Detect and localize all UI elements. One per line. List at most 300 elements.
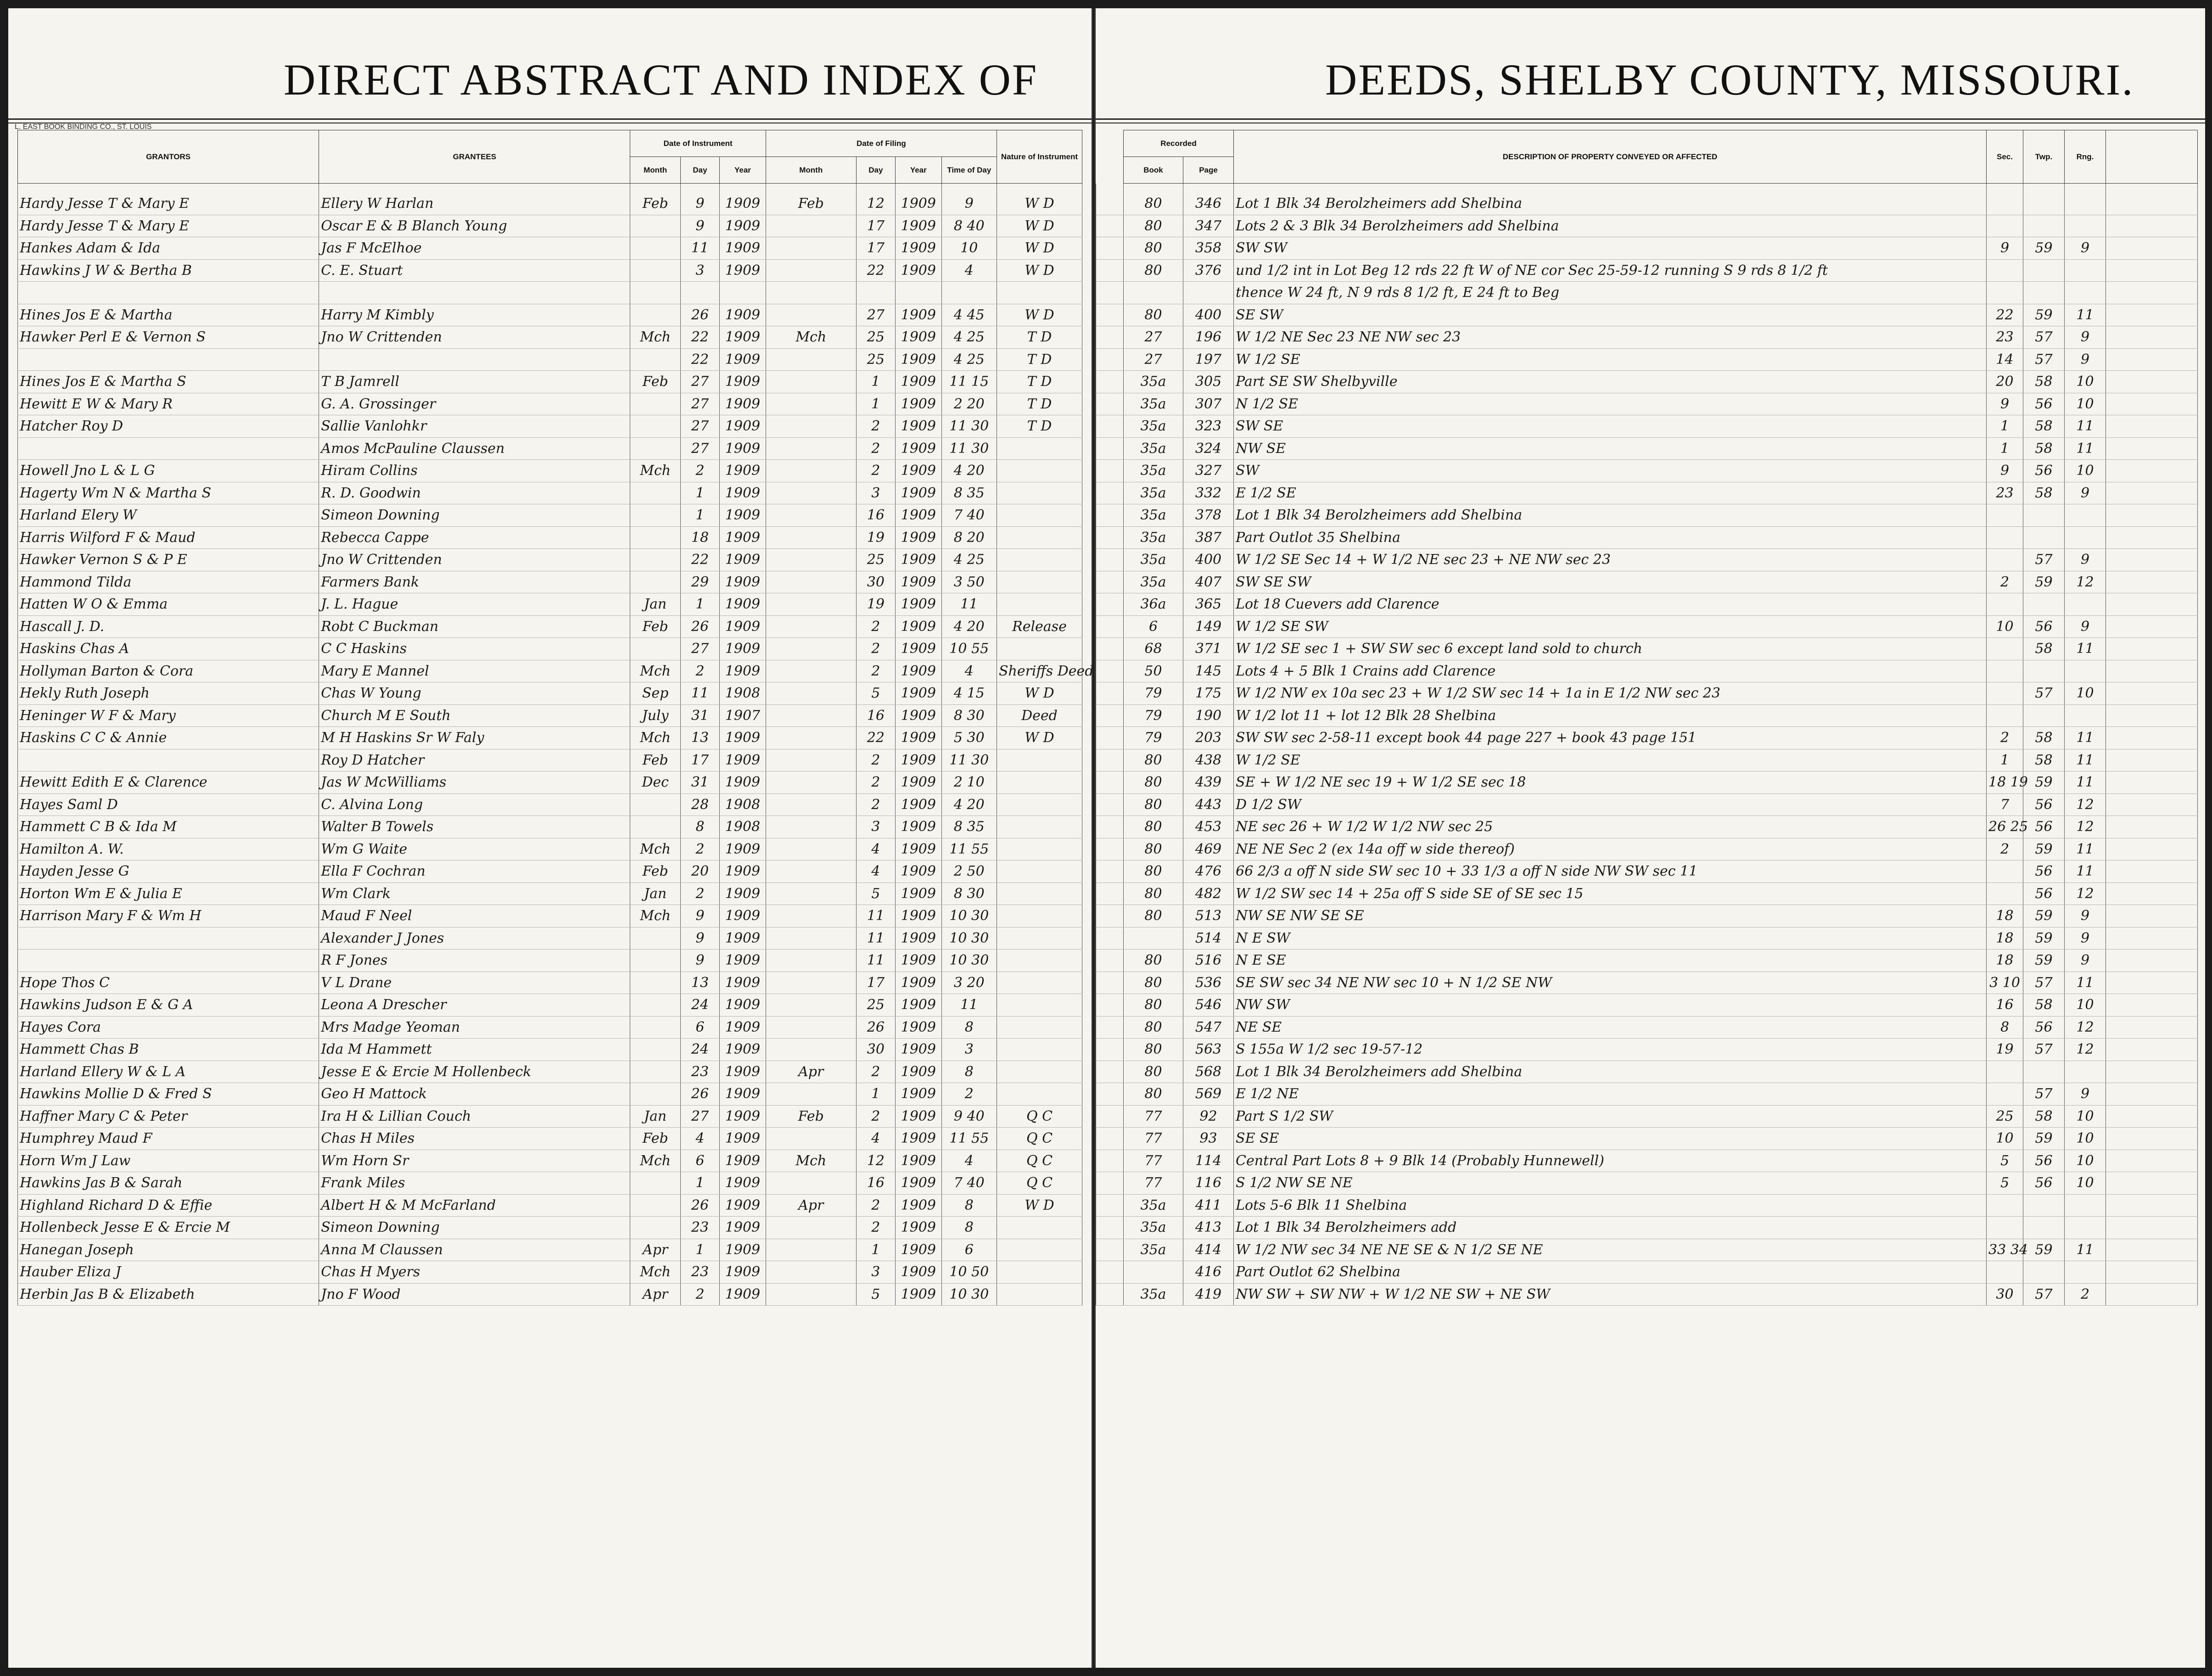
- range-cell: [2065, 1261, 2106, 1284]
- page-cell: 323: [1183, 415, 1234, 438]
- township-cell: 57: [2023, 1039, 2065, 1061]
- filing-month-cell: [766, 972, 856, 994]
- instrument-day-cell: 26: [680, 1083, 719, 1106]
- book-cell: 27: [1124, 348, 1183, 371]
- filing-day-cell: 2: [856, 415, 895, 438]
- description-cell: NE SE: [1234, 1016, 1987, 1039]
- township-cell: 58: [2023, 415, 2065, 438]
- ledger-row: [18, 1194, 1082, 1217]
- nature-of-instrument-cell: W D: [997, 1194, 1082, 1217]
- grantor-cell: [18, 348, 319, 371]
- description-cell: SW SE: [1234, 415, 1987, 438]
- blank-cell: [2106, 482, 2198, 504]
- township-cell: 59: [2023, 237, 2065, 260]
- page-cell: 92: [1183, 1105, 1234, 1128]
- page-cell: 536: [1183, 972, 1234, 994]
- gutter-cell: [1096, 593, 1124, 616]
- description-cell: N E SE: [1234, 950, 1987, 972]
- grantee-cell: Rebecca Cappe: [319, 526, 630, 549]
- instrument-month-cell: Jan: [630, 883, 680, 905]
- instrument-year-cell: 1908: [720, 816, 766, 838]
- nature-of-instrument-cell: [997, 883, 1082, 905]
- book-cell: 35a: [1124, 1283, 1183, 1306]
- grantor-cell: Hines Jos E & Martha: [18, 304, 319, 326]
- book-cell: 80: [1124, 1083, 1183, 1106]
- book-cell: 35a: [1124, 415, 1183, 438]
- ledger-row: [1096, 1261, 2198, 1284]
- instrument-day-cell: 23: [680, 1261, 719, 1284]
- section-cell: 9: [1987, 460, 2023, 482]
- instrument-year-cell: 1909: [720, 749, 766, 771]
- filing-time-cell: 4: [941, 1150, 997, 1172]
- blank-cell: [2106, 905, 2198, 927]
- page-cell: 413: [1183, 1217, 1234, 1239]
- nature-of-instrument-cell: [997, 482, 1082, 504]
- ledger-row: [1096, 437, 2198, 460]
- range-cell: 12: [2065, 1016, 2106, 1039]
- gutter-cell: [1096, 972, 1124, 994]
- grantor-cell: Hayden Jesse G: [18, 860, 319, 883]
- filing-year-cell: 1909: [895, 549, 941, 571]
- gutter-cell: [1096, 1128, 1124, 1150]
- ledger-row: [18, 1039, 1082, 1061]
- blank-cell: [2106, 1283, 2198, 1306]
- grantee-cell: R F Jones: [319, 950, 630, 972]
- filing-year-cell: 1909: [895, 348, 941, 371]
- township-cell: 56: [2023, 615, 2065, 638]
- ledger-row: [1096, 1194, 2198, 1217]
- range-cell: 11: [2065, 1239, 2106, 1261]
- ledger-row: [1096, 972, 2198, 994]
- filing-month-cell: [766, 749, 856, 771]
- township-cell: [2023, 504, 2065, 527]
- grantee-cell: Amos McPauline Claussen: [319, 437, 630, 460]
- ledger-row: [1096, 282, 2198, 304]
- township-cell: 59: [2023, 304, 2065, 326]
- instrument-year-cell: 1908: [720, 793, 766, 816]
- range-cell: 10: [2065, 393, 2106, 415]
- township-cell: 57: [2023, 1083, 2065, 1106]
- book-cell: 35a: [1124, 571, 1183, 593]
- filing-time-cell: [941, 282, 997, 304]
- page-cell: 443: [1183, 793, 1234, 816]
- range-cell: [2065, 504, 2106, 527]
- page-cell: 365: [1183, 593, 1234, 616]
- nature-of-instrument-cell: [997, 771, 1082, 794]
- section-cell: 2: [1987, 838, 2023, 860]
- book-cell: [1124, 282, 1183, 304]
- ledger-row: [1096, 482, 2198, 504]
- nature-of-instrument-cell: [997, 1016, 1082, 1039]
- nature-of-instrument-cell: [997, 927, 1082, 950]
- gutter-cell: [1096, 1217, 1124, 1239]
- township-cell: [2023, 660, 2065, 682]
- section-cell: 18: [1987, 927, 2023, 950]
- ledger-row: [18, 371, 1082, 393]
- range-cell: 10: [2065, 682, 2106, 705]
- gutter-cell: [1096, 994, 1124, 1017]
- filing-month-cell: [766, 793, 856, 816]
- grantor-cell: Hawkins J W & Bertha B: [18, 259, 319, 282]
- ledger-row: [18, 348, 1082, 371]
- grantee-cell: R. D. Goodwin: [319, 482, 630, 504]
- inst-day-header: Day: [680, 157, 719, 184]
- blank-cell: [2106, 1105, 2198, 1128]
- range-cell: 9: [2065, 927, 2106, 950]
- book-cell: 27: [1124, 326, 1183, 349]
- page-cell: 332: [1183, 482, 1234, 504]
- blank-cell: [2106, 437, 2198, 460]
- filing-time-cell: 10 50: [941, 1261, 997, 1284]
- blank-cell: [2106, 460, 2198, 482]
- township-cell: [2023, 704, 2065, 727]
- ledger-row: [1096, 304, 2198, 326]
- instrument-month-cell: Mch: [630, 326, 680, 349]
- instrument-year-cell: 1909: [720, 950, 766, 972]
- instrument-year-cell: 1909: [720, 304, 766, 326]
- filing-month-cell: Apr: [766, 1061, 856, 1083]
- township-cell: 59: [2023, 838, 2065, 860]
- grantee-cell: Harry M Kimbly: [319, 304, 630, 326]
- range-cell: 10: [2065, 1172, 2106, 1195]
- blank-cell: [2106, 282, 2198, 304]
- book-cell: 35a: [1124, 526, 1183, 549]
- filing-day-cell: 17: [856, 215, 895, 237]
- grantee-cell: Ella F Cochran: [319, 860, 630, 883]
- section-cell: [1987, 1194, 2023, 1217]
- description-cell: E 1/2 NE: [1234, 1083, 1987, 1106]
- range-cell: [2065, 184, 2106, 215]
- blank-cell: [2106, 927, 2198, 950]
- range-cell: 11: [2065, 860, 2106, 883]
- filing-year-cell: 1909: [895, 749, 941, 771]
- filing-time-cell: 9: [941, 184, 997, 215]
- instrument-month-cell: [630, 1061, 680, 1083]
- ledger-row: [1096, 259, 2198, 282]
- instrument-day-cell: 3: [680, 259, 719, 282]
- gutter-cell: [1096, 727, 1124, 749]
- book-cell: 77: [1124, 1105, 1183, 1128]
- filing-year-cell: 1909: [895, 704, 941, 727]
- instrument-day-cell: 22: [680, 549, 719, 571]
- ledger-row: [18, 215, 1082, 237]
- township-cell: [2023, 593, 2065, 616]
- grantee-cell: Geo H Mattock: [319, 1083, 630, 1106]
- grantor-cell: Hauber Eliza J: [18, 1261, 319, 1284]
- gutter-cell: [1096, 615, 1124, 638]
- instrument-year-cell: 1909: [720, 593, 766, 616]
- ledger-row: [1096, 1016, 2198, 1039]
- township-cell: 56: [2023, 1172, 2065, 1195]
- nature-of-instrument-cell: W D: [997, 682, 1082, 705]
- page-cell: 563: [1183, 1039, 1234, 1061]
- filing-day-cell: 2: [856, 660, 895, 682]
- ledger-row: [1096, 793, 2198, 816]
- blank-cell: [2106, 1016, 2198, 1039]
- instrument-day-cell: 9: [680, 927, 719, 950]
- instrument-month-cell: [630, 526, 680, 549]
- gutter-cell: [1096, 504, 1124, 527]
- section-cell: [1987, 549, 2023, 571]
- grantor-cell: Hekly Ruth Joseph: [18, 682, 319, 705]
- time-of-day-header: Time of Day: [941, 157, 997, 184]
- instrument-year-cell: 1909: [720, 1105, 766, 1128]
- page-cell: 416: [1183, 1261, 1234, 1284]
- township-cell: 57: [2023, 972, 2065, 994]
- ledger-row: [18, 526, 1082, 549]
- nature-of-instrument-cell: [997, 593, 1082, 616]
- instrument-month-cell: July: [630, 704, 680, 727]
- instrument-day-cell: 6: [680, 1150, 719, 1172]
- page-cell: [1183, 282, 1234, 304]
- range-cell: 10: [2065, 1128, 2106, 1150]
- description-cell: W 1/2 NE Sec 23 NE NW sec 23: [1234, 326, 1987, 349]
- page-cell: 203: [1183, 727, 1234, 749]
- ledger-row: [1096, 460, 2198, 482]
- instrument-month-cell: Feb: [630, 1128, 680, 1150]
- filing-day-cell: 25: [856, 994, 895, 1017]
- filing-day-cell: 2: [856, 749, 895, 771]
- description-cell: D 1/2 SW: [1234, 793, 1987, 816]
- filing-month-cell: Feb: [766, 1105, 856, 1128]
- grantee-cell: Leona A Drescher: [319, 994, 630, 1017]
- instrument-month-cell: [630, 927, 680, 950]
- blank-cell: [2106, 348, 2198, 371]
- section-cell: 1: [1987, 415, 2023, 438]
- nature-of-instrument-cell: [997, 571, 1082, 593]
- book-cell: 80: [1124, 304, 1183, 326]
- filing-year-cell: 1909: [895, 415, 941, 438]
- filing-year-cell: 1909: [895, 1283, 941, 1306]
- section-cell: [1987, 504, 2023, 527]
- instrument-day-cell: 1: [680, 482, 719, 504]
- instrument-day-cell: 18: [680, 526, 719, 549]
- ledger-row: [1096, 727, 2198, 749]
- gutter-cell: [1096, 682, 1124, 705]
- ledger-row: [1096, 682, 2198, 705]
- section-cell: [1987, 1083, 2023, 1106]
- instrument-year-cell: 1909: [720, 184, 766, 215]
- gutter-header: [1096, 130, 1124, 184]
- township-cell: 59: [2023, 571, 2065, 593]
- book-cell: 80: [1124, 883, 1183, 905]
- township-cell: [2023, 526, 2065, 549]
- section-cell: 23: [1987, 482, 2023, 504]
- description-cell: W 1/2 SE: [1234, 348, 1987, 371]
- ledger-row: [1096, 415, 2198, 438]
- instrument-month-cell: Sep: [630, 682, 680, 705]
- page-cell: 190: [1183, 704, 1234, 727]
- ledger-row: [18, 615, 1082, 638]
- filing-time-cell: 10 55: [941, 638, 997, 660]
- instrument-day-cell: 29: [680, 571, 719, 593]
- ledger-row: [1096, 704, 2198, 727]
- filing-year-cell: 1909: [895, 237, 941, 260]
- grantor-cell: Hollenbeck Jesse E & Ercie M: [18, 1217, 319, 1239]
- filing-month-cell: [766, 660, 856, 682]
- ledger-row: [18, 950, 1082, 972]
- filing-time-cell: 8 30: [941, 704, 997, 727]
- grantor-cell: [18, 749, 319, 771]
- blank-cell: [2106, 504, 2198, 527]
- nature-of-instrument-cell: [997, 793, 1082, 816]
- ledger-row: [1096, 660, 2198, 682]
- page-cell: 116: [1183, 1172, 1234, 1195]
- filing-time-cell: 2 20: [941, 393, 997, 415]
- instrument-year-cell: 1909: [720, 972, 766, 994]
- filing-time-cell: 8 35: [941, 482, 997, 504]
- section-cell: 9: [1987, 393, 2023, 415]
- nature-header: Nature of Instrument: [997, 130, 1082, 184]
- township-cell: [2023, 215, 2065, 237]
- filing-month-cell: [766, 1217, 856, 1239]
- date-of-filing-header: Date of Filing: [766, 130, 997, 157]
- grantee-cell: Jno W Crittenden: [319, 326, 630, 349]
- grantor-cell: Hascall J. D.: [18, 615, 319, 638]
- instrument-day-cell: 31: [680, 704, 719, 727]
- description-cell: Lots 4 + 5 Blk 1 Crains add Clarence: [1234, 660, 1987, 682]
- ledger-row: [1096, 1083, 2198, 1106]
- instrument-year-cell: 1909: [720, 371, 766, 393]
- filing-year-cell: 1909: [895, 1172, 941, 1195]
- ledger-row: [18, 793, 1082, 816]
- book-cell: 80: [1124, 184, 1183, 215]
- ledger-row: [18, 415, 1082, 438]
- instrument-day-cell: 26: [680, 615, 719, 638]
- filing-day-cell: 2: [856, 437, 895, 460]
- gutter-cell: [1096, 415, 1124, 438]
- gutter-cell: [1096, 1105, 1124, 1128]
- gutter-cell: [1096, 215, 1124, 237]
- ledger-row: [18, 504, 1082, 527]
- township-cell: 58: [2023, 638, 2065, 660]
- description-cell: N E SW: [1234, 927, 1987, 950]
- filing-month-cell: [766, 860, 856, 883]
- filing-month-cell: [766, 1016, 856, 1039]
- instrument-year-cell: 1909: [720, 437, 766, 460]
- section-cell: 16: [1987, 994, 2023, 1017]
- section-cell: 2: [1987, 571, 2023, 593]
- blank-cell: [2106, 682, 2198, 705]
- description-cell: Part S 1/2 SW: [1234, 1105, 1987, 1128]
- grantee-cell: Maud F Neel: [319, 905, 630, 927]
- grantor-cell: Harrison Mary F & Wm H: [18, 905, 319, 927]
- filing-year-header: Year: [895, 157, 941, 184]
- filing-day-cell: 2: [856, 1061, 895, 1083]
- description-cell: SW SW: [1234, 237, 1987, 260]
- book-cell: 80: [1124, 905, 1183, 927]
- filing-day-cell: 16: [856, 504, 895, 527]
- range-cell: 11: [2065, 638, 2106, 660]
- filing-time-cell: 7 40: [941, 504, 997, 527]
- page-cell: 514: [1183, 927, 1234, 950]
- filing-month-cell: Mch: [766, 1150, 856, 1172]
- grantor-cell: Harris Wilford F & Maud: [18, 526, 319, 549]
- filing-day-cell: 3: [856, 816, 895, 838]
- ledger-row: [1096, 504, 2198, 527]
- description-cell: Central Part Lots 8 + 9 Blk 14 (Probably Hunnewell): [1234, 1150, 1987, 1172]
- instrument-month-cell: Apr: [630, 1283, 680, 1306]
- township-cell: 56: [2023, 793, 2065, 816]
- filing-day-cell: 22: [856, 727, 895, 749]
- township-cell: [2023, 184, 2065, 215]
- instrument-month-cell: Jan: [630, 1105, 680, 1128]
- section-cell: 26 25: [1987, 816, 2023, 838]
- page-cell: 358: [1183, 237, 1234, 260]
- blank-cell: [2106, 371, 2198, 393]
- blank-cell: [2106, 1083, 2198, 1106]
- instrument-day-cell: 27: [680, 1105, 719, 1128]
- instrument-month-cell: Feb: [630, 860, 680, 883]
- township-cell: [2023, 259, 2065, 282]
- filing-month-cell: [766, 1083, 856, 1106]
- gutter-cell: [1096, 771, 1124, 794]
- nature-of-instrument-cell: [997, 1061, 1082, 1083]
- grantee-cell: Simeon Downing: [319, 1217, 630, 1239]
- filing-day-cell: 17: [856, 972, 895, 994]
- ledger-row: [1096, 184, 2198, 215]
- ledger-row: [1096, 571, 2198, 593]
- gutter-cell: [1096, 1083, 1124, 1106]
- description-cell: und 1/2 int in Lot Beg 12 rds 22 ft W of NE cor Sec 25-59-12 running S 9 rds 8 1/2 ft: [1234, 259, 1987, 282]
- filing-year-cell: 1909: [895, 1239, 941, 1261]
- range-cell: 9: [2065, 326, 2106, 349]
- grantee-cell: Chas W Young: [319, 682, 630, 705]
- section-cell: 2: [1987, 727, 2023, 749]
- blank-cell: [2106, 793, 2198, 816]
- page-cell: 469: [1183, 838, 1234, 860]
- filing-year-cell: 1909: [895, 1105, 941, 1128]
- description-cell: NE sec 26 + W 1/2 W 1/2 NW sec 25: [1234, 816, 1987, 838]
- filing-day-cell: 4: [856, 860, 895, 883]
- filing-month-cell: [766, 482, 856, 504]
- filing-day-cell: 30: [856, 571, 895, 593]
- township-cell: 59: [2023, 950, 2065, 972]
- page-cell: 453: [1183, 816, 1234, 838]
- section-cell: [1987, 282, 2023, 304]
- filing-day-cell: 17: [856, 237, 895, 260]
- township-cell: 58: [2023, 1105, 2065, 1128]
- range-cell: 10: [2065, 371, 2106, 393]
- instrument-day-cell: 26: [680, 304, 719, 326]
- instrument-month-cell: [630, 393, 680, 415]
- filing-month-cell: [766, 1039, 856, 1061]
- filing-year-cell: 1909: [895, 638, 941, 660]
- description-cell: S 1/2 NW SE NE: [1234, 1172, 1987, 1195]
- ledger-row: [1096, 883, 2198, 905]
- description-cell: W 1/2 SW sec 14 + 25a off S side SE of SE sec 15: [1234, 883, 1987, 905]
- township-cell: 59: [2023, 1239, 2065, 1261]
- book-cell: 77: [1124, 1128, 1183, 1150]
- filing-time-cell: 7 40: [941, 1172, 997, 1195]
- description-cell: SW SW sec 2-58-11 except book 44 page 227 + book 43 page 151: [1234, 727, 1987, 749]
- grantee-cell: J. L. Hague: [319, 593, 630, 616]
- ledger-row: [18, 304, 1082, 326]
- grantor-cell: Howell Jno L & L G: [18, 460, 319, 482]
- range-cell: 12: [2065, 571, 2106, 593]
- township-cell: 56: [2023, 1150, 2065, 1172]
- book-cell: 35a: [1124, 460, 1183, 482]
- recorded-header: Recorded: [1124, 130, 1234, 157]
- section-cell: 10: [1987, 1128, 2023, 1150]
- gutter-cell: [1096, 1261, 1124, 1284]
- grantor-cell: Horn Wm J Law: [18, 1150, 319, 1172]
- description-cell: W 1/2 SE SW: [1234, 615, 1987, 638]
- filing-month-cell: [766, 371, 856, 393]
- gutter-cell: [1096, 1239, 1124, 1261]
- instrument-year-cell: 1907: [720, 704, 766, 727]
- section-cell: 22: [1987, 304, 2023, 326]
